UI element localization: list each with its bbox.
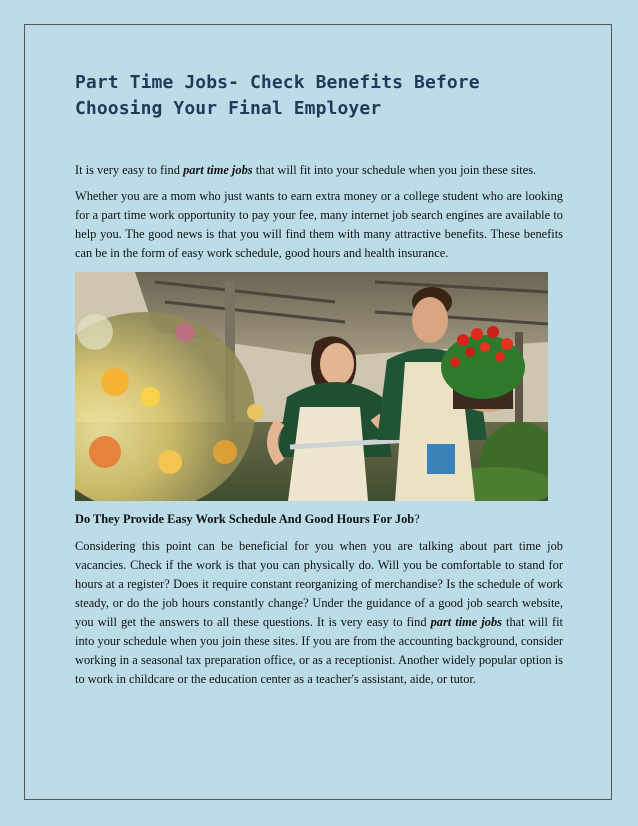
subheading-text: Do They Provide Easy Work Schedule And Good Hours For Job bbox=[75, 512, 415, 526]
photo-illustration bbox=[75, 272, 548, 501]
article bbox=[75, 70, 563, 689]
paragraph-intro bbox=[75, 161, 563, 180]
paragraph-schedule bbox=[75, 537, 563, 689]
keyword-link[interactable]: part time jobs bbox=[183, 163, 253, 177]
garden-workers-photo bbox=[75, 272, 548, 501]
section-subheading bbox=[75, 510, 563, 529]
paragraph-benefits: Whether you are a mom who just wants to earn extra money or a college student who are looking for a part time work opportunity to pay your fee, many internet job search engines are available to help you. The good news is that you will find them with many attractive benefits. These benefits can be in the form of easy work schedule, good hours and health insurance. bbox=[75, 189, 563, 260]
schedule-text-end: that will fit into your schedule when you join these sites. If you are from the accounting background, consider working in a seasonal tax preparation office, or as a receptionist. Another widely popular option is to work in childcare or the education center as a teacher's assistant, aide, or tutor. bbox=[75, 615, 563, 686]
schedule-text-start: Considering this point can be beneficial for you when you are talking about part time job vacancies. Check if the work is that you can physically do. Will you be comfortable to stand for hours at a register? Does it require constant reorganizing of merchandise? Is the schedule of work steady, or do the job hours constantly change? Under the guidance of a good job search website, you will get the answers to all these questions. It is very easy to find bbox=[75, 539, 563, 629]
intro-text-end: that will fit into your schedule when you join these sites. bbox=[252, 163, 537, 177]
keyword-link-2[interactable]: part time jobs bbox=[430, 615, 502, 629]
article-title: Part Time Jobs- Check Benefits Before Choosing Your Final Employer bbox=[75, 72, 480, 119]
subheading-suffix: ? bbox=[414, 512, 420, 526]
intro-text-start: It is very easy to find bbox=[75, 163, 184, 177]
